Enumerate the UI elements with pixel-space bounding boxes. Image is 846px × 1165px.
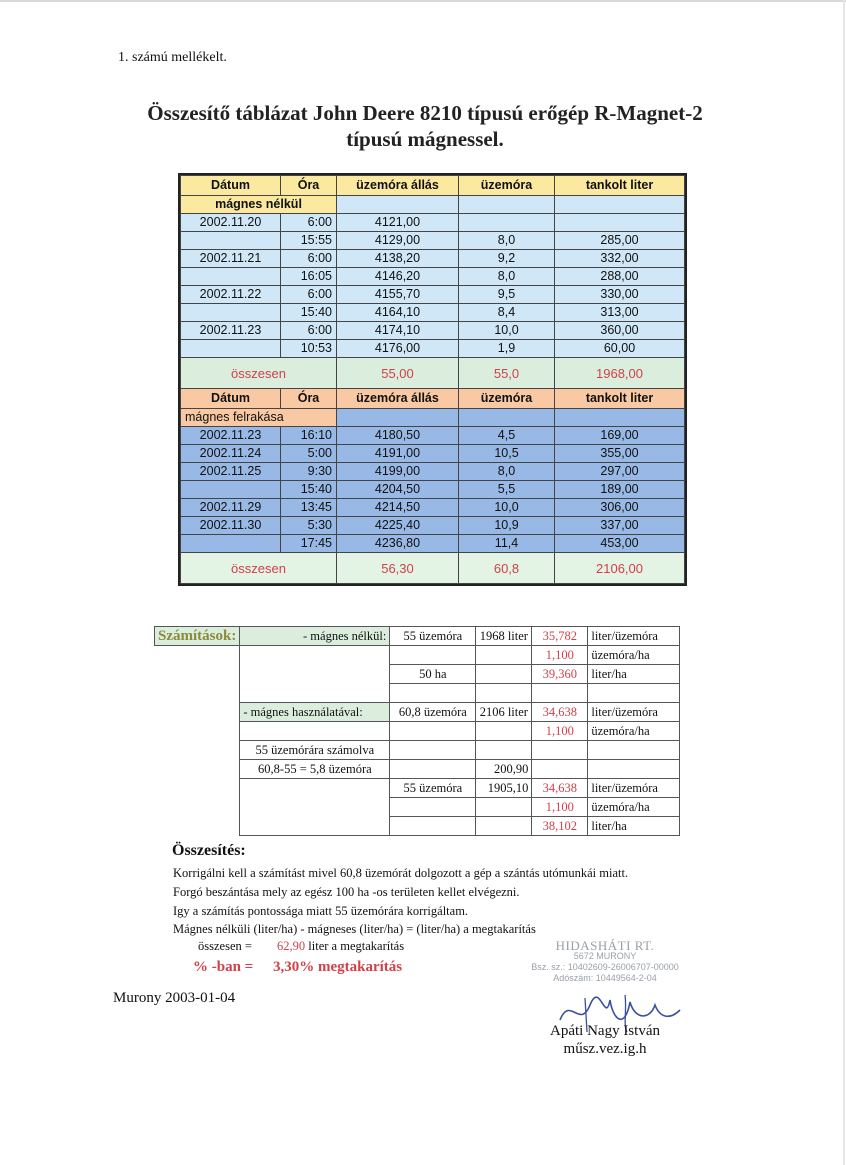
cell-liters: 169,00 — [555, 427, 685, 445]
cell-time: 16:05 — [281, 268, 337, 286]
page-right-edge — [843, 0, 845, 1165]
cell-meter: 4121,00 — [337, 214, 459, 232]
unit: liter/ha — [588, 665, 680, 684]
summary-line-4: Mágnes nélküli (liter/ha) - mágneses (liter/ha) = (liter/ha) a megtakarítás — [173, 922, 536, 936]
cell-hours: 10,9 — [459, 517, 555, 535]
cell-time: 17:45 — [281, 535, 337, 553]
annex-label: 1. számú mellékelt. — [118, 50, 227, 65]
total-savings-line — [198, 939, 404, 954]
cell-date — [181, 340, 281, 358]
page-top-edge — [0, 0, 846, 2]
cell-hours: 8,0 — [459, 268, 555, 286]
corrected-liters: 1905,10 — [476, 779, 532, 798]
without-magnet-label: - mágnes nélkül: — [240, 627, 390, 646]
unit: liter/üzemóra — [588, 779, 680, 798]
col-header-time: Óra — [281, 389, 337, 409]
title-line-2: típusú mágnessel. — [346, 127, 504, 151]
percent-savings-line — [193, 959, 402, 976]
cell-date: 2002.11.23 — [181, 322, 281, 340]
cell-liters: 285,00 — [555, 232, 685, 250]
cell-date — [181, 268, 281, 286]
unit: üzemóra/ha — [588, 646, 680, 665]
col-header-meter: üzemóra állás — [337, 176, 459, 196]
total-meter: 55,00 — [337, 358, 459, 389]
cell-liters: 60,00 — [555, 340, 685, 358]
cell-date: 2002.11.23 — [181, 427, 281, 445]
cell-liters: 360,00 — [555, 322, 685, 340]
without-liter-per-ha: 39,360 — [532, 665, 588, 684]
table-row — [181, 322, 685, 340]
cell-date: 2002.11.25 — [181, 463, 281, 481]
col-header-liters: tankolt liter — [555, 176, 685, 196]
without-hours: 55 üzemóra — [390, 627, 476, 646]
diff-liters: 200,90 — [476, 760, 532, 779]
without-liters: 1968 liter — [476, 627, 532, 646]
place-date: Murony 2003-01-04 — [113, 990, 236, 1006]
table-row — [181, 517, 685, 535]
cell-meter: 4174,10 — [337, 322, 459, 340]
cell-date — [181, 535, 281, 553]
section-label-without-magnet: mágnes nélkül — [181, 196, 337, 214]
cell-time: 15:40 — [281, 481, 337, 499]
cell-meter: 4129,00 — [337, 232, 459, 250]
cell-hours: 1,9 — [459, 340, 555, 358]
summary-table — [178, 173, 687, 586]
percent-label: % -ban = — [193, 959, 254, 975]
cell-liters: 337,00 — [555, 517, 685, 535]
unit: liter/üzemóra — [588, 627, 680, 646]
total-hours: 55,0 — [459, 358, 555, 389]
cell-liters: 189,00 — [555, 481, 685, 499]
cell-date: 2002.11.24 — [181, 445, 281, 463]
company-stamp — [505, 940, 705, 984]
cell-meter: 4176,00 — [337, 340, 459, 358]
cell-meter: 4180,50 — [337, 427, 459, 445]
calculations-title: Számítások: — [155, 627, 240, 646]
corrected-hours: 55 üzemóra — [390, 779, 476, 798]
stamp-city: 5672 MURONY — [573, 951, 637, 961]
with-hours: 60,8 üzemóra — [390, 703, 476, 722]
total-liters: 2106,00 — [555, 553, 685, 584]
table-row — [181, 445, 685, 463]
with-hours-per-ha: 1,100 — [532, 722, 588, 741]
table-row — [181, 427, 685, 445]
table-header-row — [181, 176, 685, 196]
corrected-liter-per-hour: 34,638 — [532, 779, 588, 798]
col-header-date: Dátum — [181, 389, 281, 409]
without-liter-per-hour: 35,782 — [532, 627, 588, 646]
signer-name: Apáti Nagy István — [550, 1023, 660, 1039]
cell-time: 5:00 — [281, 445, 337, 463]
cell-hours: 11,4 — [459, 535, 555, 553]
cell-date: 2002.11.21 — [181, 250, 281, 268]
cell-meter: 4164,10 — [337, 304, 459, 322]
page-title — [100, 100, 750, 152]
cell-liters: 332,00 — [555, 250, 685, 268]
cell-meter: 4214,50 — [337, 499, 459, 517]
stamp-company: HIDASHÁTI RT. — [555, 938, 655, 953]
cell-hours: 9,2 — [459, 250, 555, 268]
table-row — [181, 250, 685, 268]
cell-time: 16:10 — [281, 427, 337, 445]
total-label: összesen — [181, 358, 337, 389]
unit: liter/ha — [588, 817, 680, 836]
total-savings-value: 62,90 — [277, 939, 306, 953]
table-row — [181, 232, 685, 250]
cell-hours: 4,5 — [459, 427, 555, 445]
total-liters: 1968,00 — [555, 358, 685, 389]
section-row — [181, 196, 685, 214]
table-row — [181, 340, 685, 358]
signer-block — [535, 1022, 675, 1058]
table-row — [181, 286, 685, 304]
cell-liters — [555, 214, 685, 232]
cell-date: 2002.11.30 — [181, 517, 281, 535]
total-label: összesen — [181, 553, 337, 584]
cell-time: 6:00 — [281, 214, 337, 232]
cell-meter: 4138,20 — [337, 250, 459, 268]
cell-date: 2002.11.20 — [181, 214, 281, 232]
cell-time: 15:40 — [281, 304, 337, 322]
with-liters: 2106 liter — [476, 703, 532, 722]
area: 50 ha — [390, 665, 476, 684]
cell-time: 6:00 — [281, 286, 337, 304]
cell-hours: 8,0 — [459, 463, 555, 481]
corrected-hours-per-ha: 1,100 — [532, 798, 588, 817]
summary-heading: Összesítés: — [172, 842, 246, 859]
cell-date — [181, 481, 281, 499]
table-header-row-2 — [181, 389, 685, 409]
cell-liters: 288,00 — [555, 268, 685, 286]
cell-liters: 355,00 — [555, 445, 685, 463]
cell-liters: 306,00 — [555, 499, 685, 517]
table-row — [181, 268, 685, 286]
cell-time: 5:30 — [281, 517, 337, 535]
col-header-time: Óra — [281, 176, 337, 196]
cell-liters: 297,00 — [555, 463, 685, 481]
cell-time: 10:53 — [281, 340, 337, 358]
title-line-1: Összesítő táblázat John Deere 8210 típusú erőgép R-Magnet-2 — [147, 101, 703, 125]
table-row — [181, 463, 685, 481]
col-header-hours: üzemóra — [459, 389, 555, 409]
table-row — [181, 214, 685, 232]
table-row — [181, 499, 685, 517]
without-hours-per-ha: 1,100 — [532, 646, 588, 665]
col-header-date: Dátum — [181, 176, 281, 196]
with-magnet-label: - mágnes használatával: — [240, 703, 390, 722]
with-liter-per-hour: 34,638 — [532, 703, 588, 722]
cell-meter: 4199,00 — [337, 463, 459, 481]
total-row-without-magnet — [181, 358, 685, 389]
cell-time: 6:00 — [281, 250, 337, 268]
total-savings-suffix: liter a megtakarítás — [308, 939, 405, 953]
section-row — [181, 409, 685, 427]
cell-date: 2002.11.22 — [181, 286, 281, 304]
cell-meter: 4204,50 — [337, 481, 459, 499]
cell-date: 2002.11.29 — [181, 499, 281, 517]
cell-date — [181, 232, 281, 250]
note-difference: 60,8-55 = 5,8 üzemóra — [240, 760, 390, 779]
cell-time: 6:00 — [281, 322, 337, 340]
cell-date — [181, 304, 281, 322]
cell-hours: 10,0 — [459, 322, 555, 340]
section-label-with-magnet: mágnes felrakása — [181, 409, 337, 427]
cell-hours — [459, 214, 555, 232]
summary-line-1: Korrigálni kell a számítást mivel 60,8 üzemórát dolgozott a gép a szántás utómunkái miatt. — [173, 866, 629, 880]
cell-hours: 9,5 — [459, 286, 555, 304]
cell-meter: 4191,00 — [337, 445, 459, 463]
cell-meter: 4236,80 — [337, 535, 459, 553]
cell-hours: 5,5 — [459, 481, 555, 499]
unit: liter/üzemóra — [588, 703, 680, 722]
stamp-account: Bsz. sz.: 10402609-26006707-00000 — [531, 962, 679, 972]
cell-hours: 8,4 — [459, 304, 555, 322]
summary-line-3: Igy a számítás pontossága miatt 55 üzemórára korrigáltam. — [173, 904, 469, 918]
cell-meter: 4146,20 — [337, 268, 459, 286]
note-55-hours: 55 üzemórára számolva — [240, 741, 390, 760]
total-hours: 60,8 — [459, 553, 555, 584]
table-row — [181, 304, 685, 322]
col-header-meter: üzemóra állás — [337, 389, 459, 409]
cell-hours: 8,0 — [459, 232, 555, 250]
col-header-hours: üzemóra — [459, 176, 555, 196]
cell-hours: 10,0 — [459, 499, 555, 517]
signer-title: műsz.vez.ig.h — [563, 1041, 647, 1057]
unit: üzemóra/ha — [588, 722, 680, 741]
cell-liters: 330,00 — [555, 286, 685, 304]
table-row — [181, 535, 685, 553]
cell-liters: 453,00 — [555, 535, 685, 553]
cell-meter: 4155,70 — [337, 286, 459, 304]
stamp-tax: Adószám: 10449564-2-04 — [553, 973, 657, 983]
summary-line-2: Forgó beszántása mely az egész 100 ha -os területen kellet elvégezni. — [173, 885, 520, 899]
cell-hours: 10,5 — [459, 445, 555, 463]
cell-time: 15:55 — [281, 232, 337, 250]
unit: üzemóra/ha — [588, 798, 680, 817]
cell-time: 13:45 — [281, 499, 337, 517]
corrected-liter-per-ha: 38,102 — [532, 817, 588, 836]
cell-meter: 4225,40 — [337, 517, 459, 535]
calculations-table — [154, 626, 680, 836]
cell-time: 9:30 — [281, 463, 337, 481]
col-header-liters: tankolt liter — [555, 389, 685, 409]
total-meter: 56,30 — [337, 553, 459, 584]
cell-liters: 313,00 — [555, 304, 685, 322]
total-row-with-magnet — [181, 553, 685, 584]
total-savings-label: összesen = — [198, 939, 252, 953]
table-row — [181, 481, 685, 499]
percent-value: 3,30% megtakarítás — [272, 959, 403, 975]
